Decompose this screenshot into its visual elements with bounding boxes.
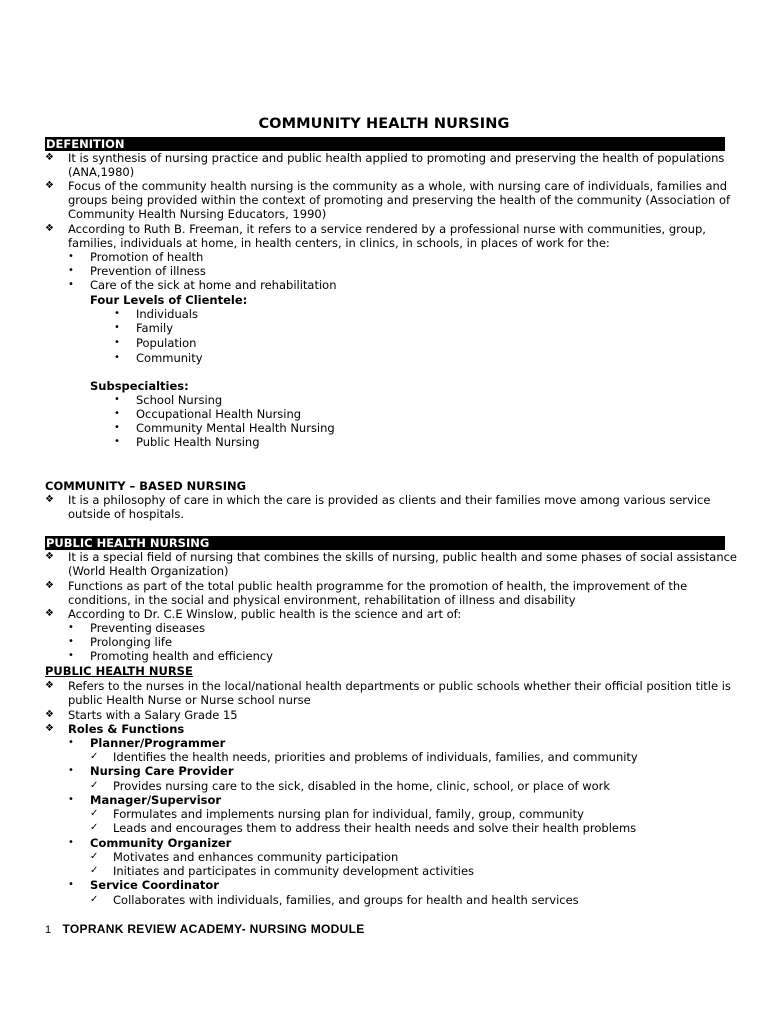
check-icon: ✓ [90,808,99,819]
diamond-bullet-icon: ❖ [45,723,54,734]
check-icon: ✓ [90,865,99,876]
dot-bullet-icon: • [68,279,74,290]
dot-bullet-icon: • [68,265,74,276]
dot-bullet-icon: • [68,650,74,661]
list-item-continuation: (World Health Organization) [68,564,229,578]
section-heading-community-based: COMMUNITY – BASED NURSING [45,479,247,493]
dot-bullet-icon: • [68,879,74,890]
diamond-bullet-icon: ❖ [45,223,54,234]
diamond-bullet-icon: ❖ [45,608,54,619]
dot-bullet-icon: • [114,422,120,433]
check-icon: ✓ [90,894,99,905]
check-icon: ✓ [90,851,99,862]
footer-title: TOPRANK REVIEW ACADEMY- NURSING MODULE [62,922,365,936]
list-item-continuation: outside of hospitals. [68,507,184,521]
dot-bullet-icon: • [114,352,120,363]
page-title: COMMUNITY HEALTH NURSING [258,116,510,132]
document-page: COMMUNITY HEALTH NURSING DEFENITION ❖ It is synthesis of nursing practice and public health applied to promoting and preserving the health of populations (ANA,1980) ❖ Focus of the community health nursing is the community as a whole, with nursing care of individuals, families and groups being provided within the context of promoting and preserving the health of the community (Association of Community Health Nursing Educators, 1990) ❖ According to Ruth B. Freeman, it refers to a service rendered by a professional nurse with communities, group, families, individuals at home, in health centers, in clinics, in schools, in places of work for the: • Promotion of health • Prevention of illness • Care of the sick at home and rehabilitation Four Levels of Clientele: • Individuals • Family • Population • Community Subspecialties: • School Nursing • Occupational Health Nursing • Community Mental Health Nursing • Public Health Nursing COMMUNITY – BASED NURSING ❖ It is a philosophy of care in which the care is provided as clients and their families move among various service outside of hospitals. PUBLIC HEALTH NURSING ❖ It is a special field of nursing that combines the skills of nursing, public health and some phases of social assistance (World Health Organization) ❖ Functions as part of the total public health programme for the promotion of health, the improvement of the conditions, in the social and physical environment, rehabilitation of illness and disability ❖ According to Dr. C.E Winslow, public health is the science and art of: • Preventing diseases • Prolonging life • Promoting health and efficiency PUBLIC HEALTH NURSE ❖ Refers to the nurses in the local/national health departments or public schools whether their official position title is public Health Nurse or Nurse school nurse ❖ Starts with a Salary Grade 15 ❖ Roles & Functions • Planner/Programmer ✓ Identifies the health needs, priorities and problems of individuals, families, and community • Nursing Care Provider ✓ Provides nursing care to the sick, disabled in the home, clinic, school, or place of work • Manager/Supervisor ✓ Formulates and implements nursing plan for individual, family, group, community ✓ Leads and encourages them to address their health needs and solve their health problems • Community Organizer ✓ Motivates and enhances community participation ✓ Initiates and participates in community development activities • Service Coordinator ✓ Collaborates with individuals, families, and groups for health and health services 1 TOPRANK REVIEW ACADEMY- NURSING MODULE [0,0,768,1024]
dot-bullet-icon: • [114,436,120,447]
diamond-bullet-icon: ❖ [45,580,54,591]
diamond-bullet-icon: ❖ [45,152,54,163]
section-bar-public-health-nursing: PUBLIC HEALTH NURSING [45,536,725,550]
dot-bullet-icon: • [68,837,74,848]
subheading-subspecialties: Subspecialties: [90,379,189,393]
check-icon: ✓ [90,751,99,762]
check-icon: ✓ [90,780,99,791]
dot-bullet-icon: • [68,765,74,776]
diamond-bullet-icon: ❖ [45,551,54,562]
page-number: 1 [45,924,52,936]
dot-bullet-icon: • [114,394,120,405]
diamond-bullet-icon: ❖ [45,180,54,191]
diamond-bullet-icon: ❖ [45,494,54,505]
dot-bullet-icon: • [68,622,74,633]
page-footer [45,922,365,937]
section-heading-public-health-nurse: PUBLIC HEALTH NURSE [45,664,193,678]
dot-bullet-icon: • [68,636,74,647]
diamond-bullet-icon: ❖ [45,709,54,720]
list-item-continuation: conditions, in the social and physical environment, rehabilitation of illness and disability [68,593,576,607]
check-icon: ✓ [90,822,99,833]
list-item-continuation: (ANA,1980) [68,165,135,179]
subheading-clientele: Four Levels of Clientele: [90,293,248,307]
dot-bullet-icon: • [68,251,74,262]
dot-bullet-icon: • [114,308,120,319]
section-bar-definition: DEFENITION [45,137,725,151]
dot-bullet-icon: • [68,737,74,748]
dot-bullet-icon: • [68,794,74,805]
list-item-continuation: Community Health Nursing Educators, 1990) [68,207,327,221]
list-item-continuation: families, individuals at home, in health centers, in clinics, in schools, in places of work for the: [68,236,610,250]
diamond-bullet-icon: ❖ [45,680,54,691]
list-item-continuation: groups being provided within the context of promoting and preserving the health of the community (Association of [68,193,731,207]
dot-bullet-icon: • [114,408,120,419]
dot-bullet-icon: • [114,337,120,348]
dot-bullet-icon: • [114,322,120,333]
list-item-continuation: public Health Nurse or Nurse school nurse [68,693,311,707]
